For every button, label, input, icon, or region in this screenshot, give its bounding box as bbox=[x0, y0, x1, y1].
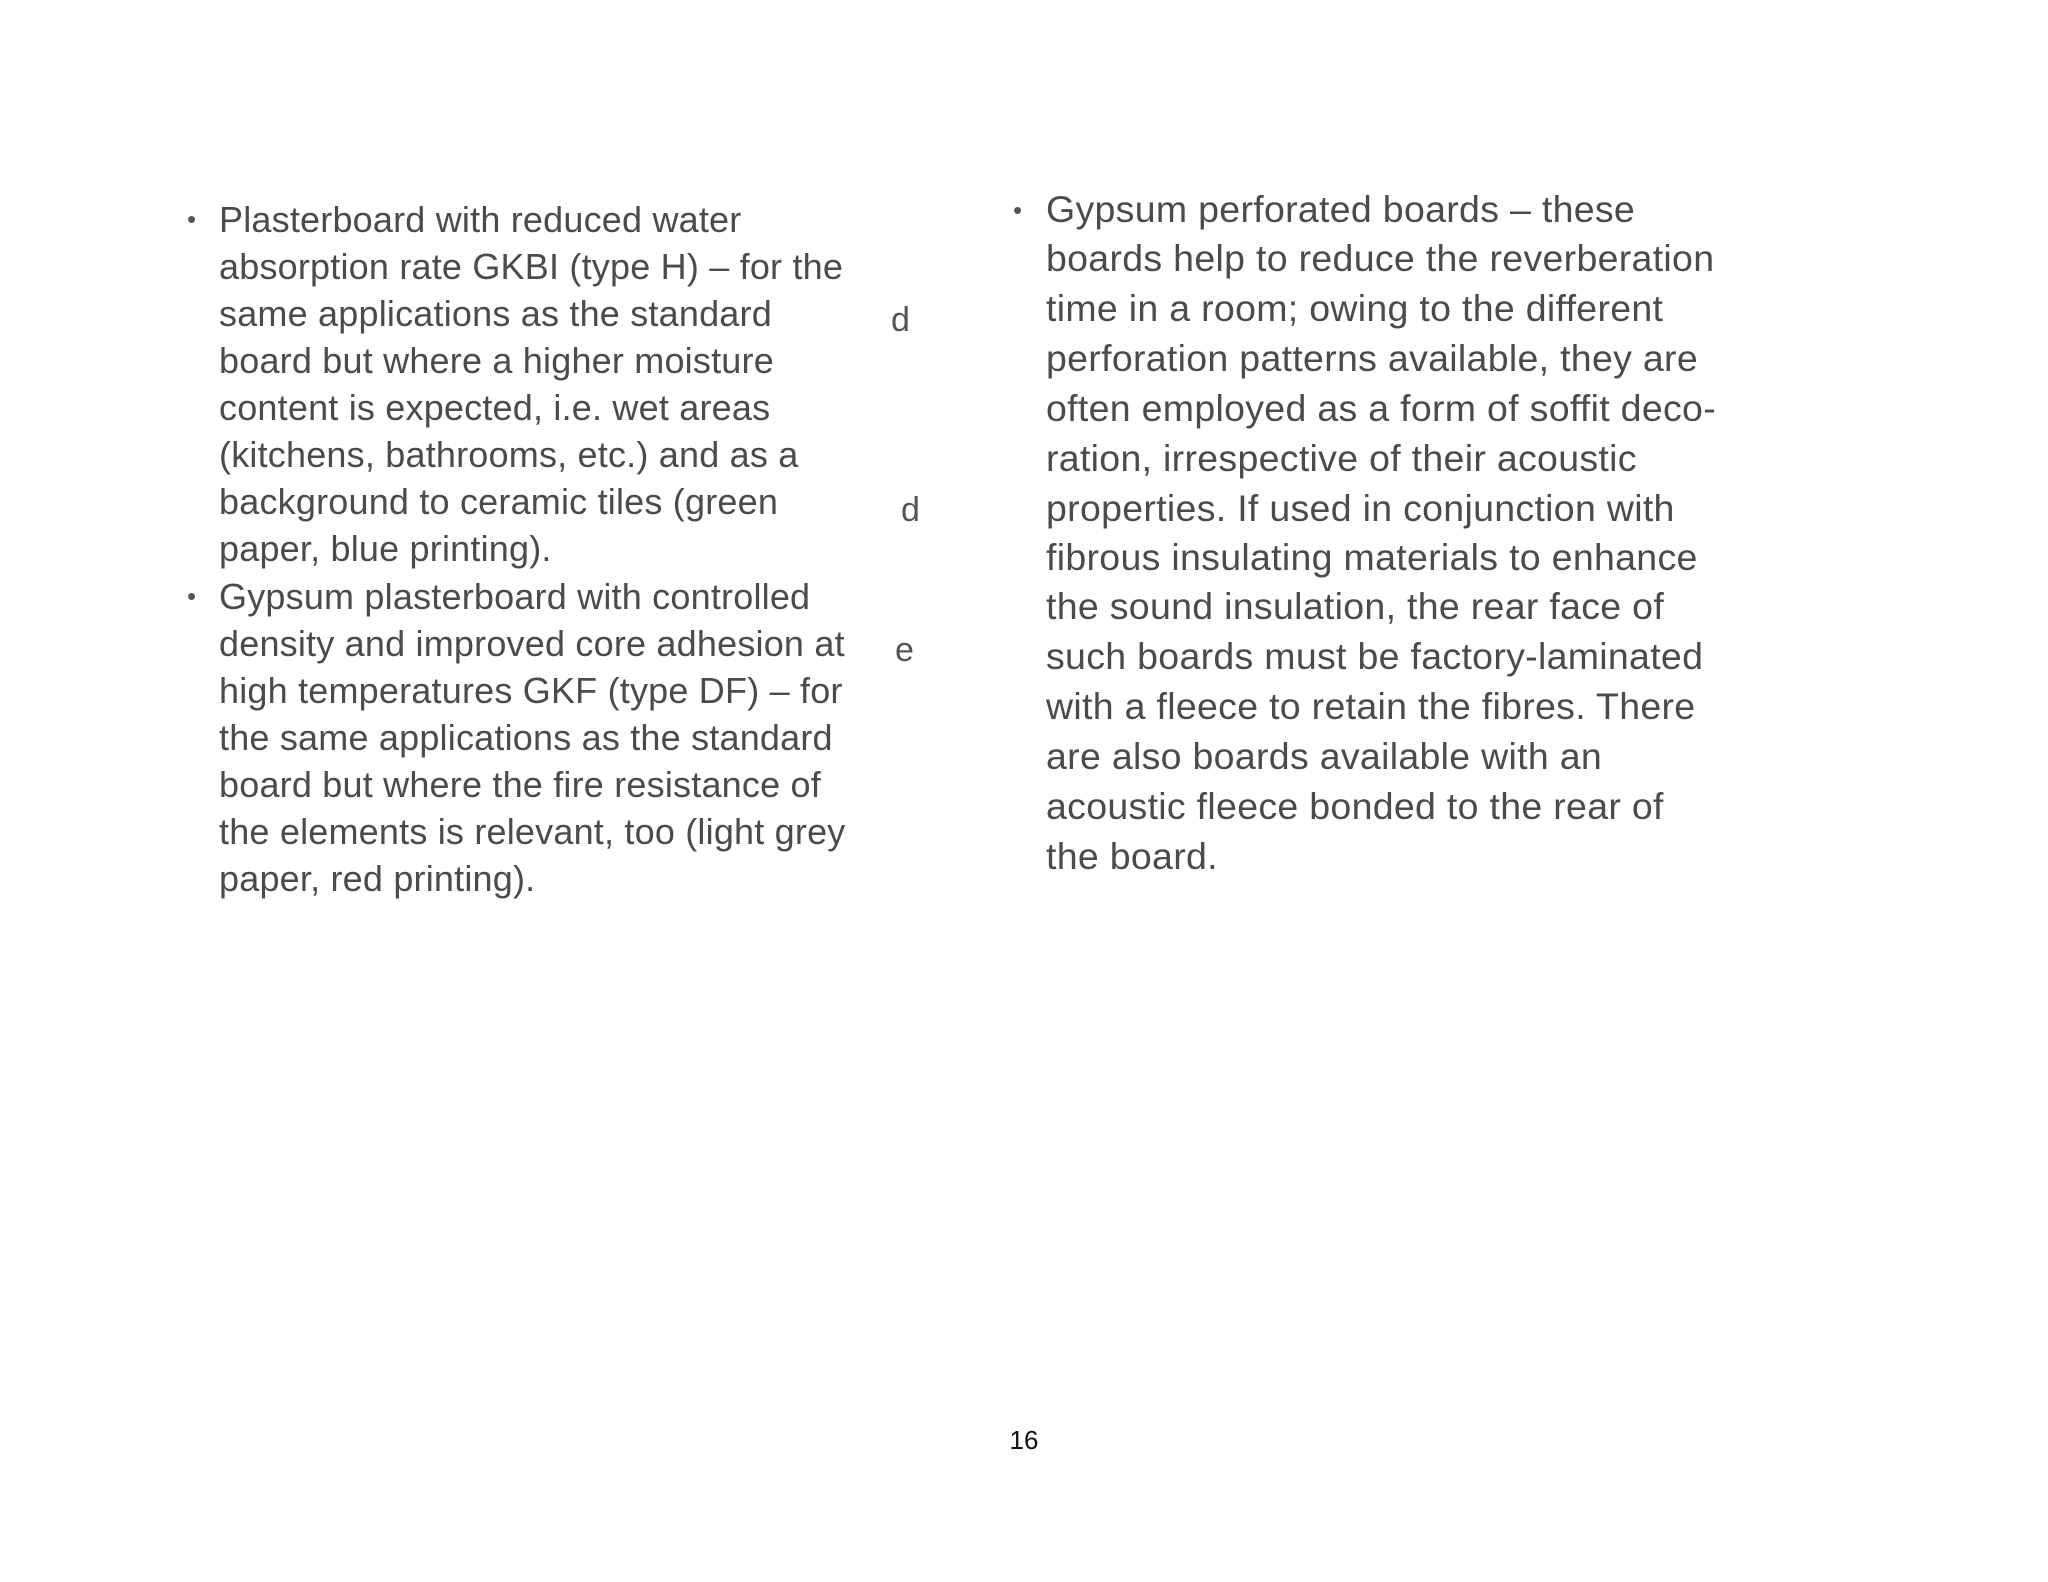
margin-fragment: d bbox=[891, 301, 910, 339]
left-item-2-line-6: the elements is relevant, too (light grey bbox=[219, 811, 846, 852]
left-item-1-line-6: (kitchens, bathrooms, etc.) and as a bbox=[219, 434, 799, 475]
right-item-line-9: the sound insulation, the rear face of bbox=[1046, 585, 1665, 627]
left-item-2-line-3: high temperatures GKF (type DF) – for bbox=[219, 670, 843, 711]
right-item-line-13: acoustic fleece bonded to the rear of bbox=[1046, 785, 1664, 827]
left-item-2-line-1: Gypsum plasterboard with controlled bbox=[219, 576, 811, 617]
right-item-line-14: the board. bbox=[1046, 835, 1218, 877]
right-item-line-5: often employed as a form of soffit deco- bbox=[1046, 387, 1716, 429]
margin-fragment: d bbox=[901, 491, 920, 529]
left-item-1-line-5: content is expected, i.e. wet areas bbox=[219, 387, 771, 428]
right-item-line-11: with a fleece to retain the fibres. There bbox=[1046, 685, 1696, 727]
left-item-1-line-1: Plasterboard with reduced water bbox=[219, 199, 742, 240]
right-item-line-4: perforation patterns available, they are bbox=[1046, 337, 1698, 379]
left-item-2-line-2: density and improved core adhesion at bbox=[219, 623, 845, 664]
right-item-line-10: such boards must be factory-laminated bbox=[1046, 635, 1704, 677]
left-item-1-line-2: absorption rate GKBI (type H) – for the bbox=[219, 246, 844, 287]
page-number: 16 bbox=[1009, 1425, 1039, 1455]
left-item-2-line-7: paper, red printing). bbox=[219, 858, 536, 899]
bullet-marker: • bbox=[1013, 195, 1023, 225]
left-item-1-line-4: board but where a higher moisture bbox=[219, 340, 774, 381]
bullet-marker: • bbox=[187, 581, 197, 611]
right-item-line-12: are also boards available with an bbox=[1046, 735, 1603, 777]
left-item-1-line-7: background to ceramic tiles (green bbox=[219, 481, 779, 522]
right-item-line-3: time in a room; owing to the different bbox=[1046, 287, 1664, 329]
right-item-line-7: properties. If used in conjunction with bbox=[1046, 487, 1675, 529]
left-item-1-line-8: paper, blue printing). bbox=[219, 528, 552, 569]
left-item-1-line-3: same applications as the standard bbox=[219, 293, 772, 334]
right-item-line-6: ration, irrespective of their acoustic bbox=[1046, 437, 1637, 479]
margin-fragment: e bbox=[895, 631, 914, 669]
left-item-2-line-5: board but where the fire resistance of bbox=[219, 764, 821, 805]
right-item-line-8: fibrous insulating materials to enhance bbox=[1046, 536, 1698, 578]
bullet-marker: • bbox=[187, 204, 197, 234]
left-item-2-line-4: the same applications as the standard bbox=[219, 717, 833, 758]
right-item-line-2: boards help to reduce the reverberation bbox=[1046, 237, 1715, 279]
right-item-line-1: Gypsum perforated boards – these bbox=[1046, 188, 1636, 230]
